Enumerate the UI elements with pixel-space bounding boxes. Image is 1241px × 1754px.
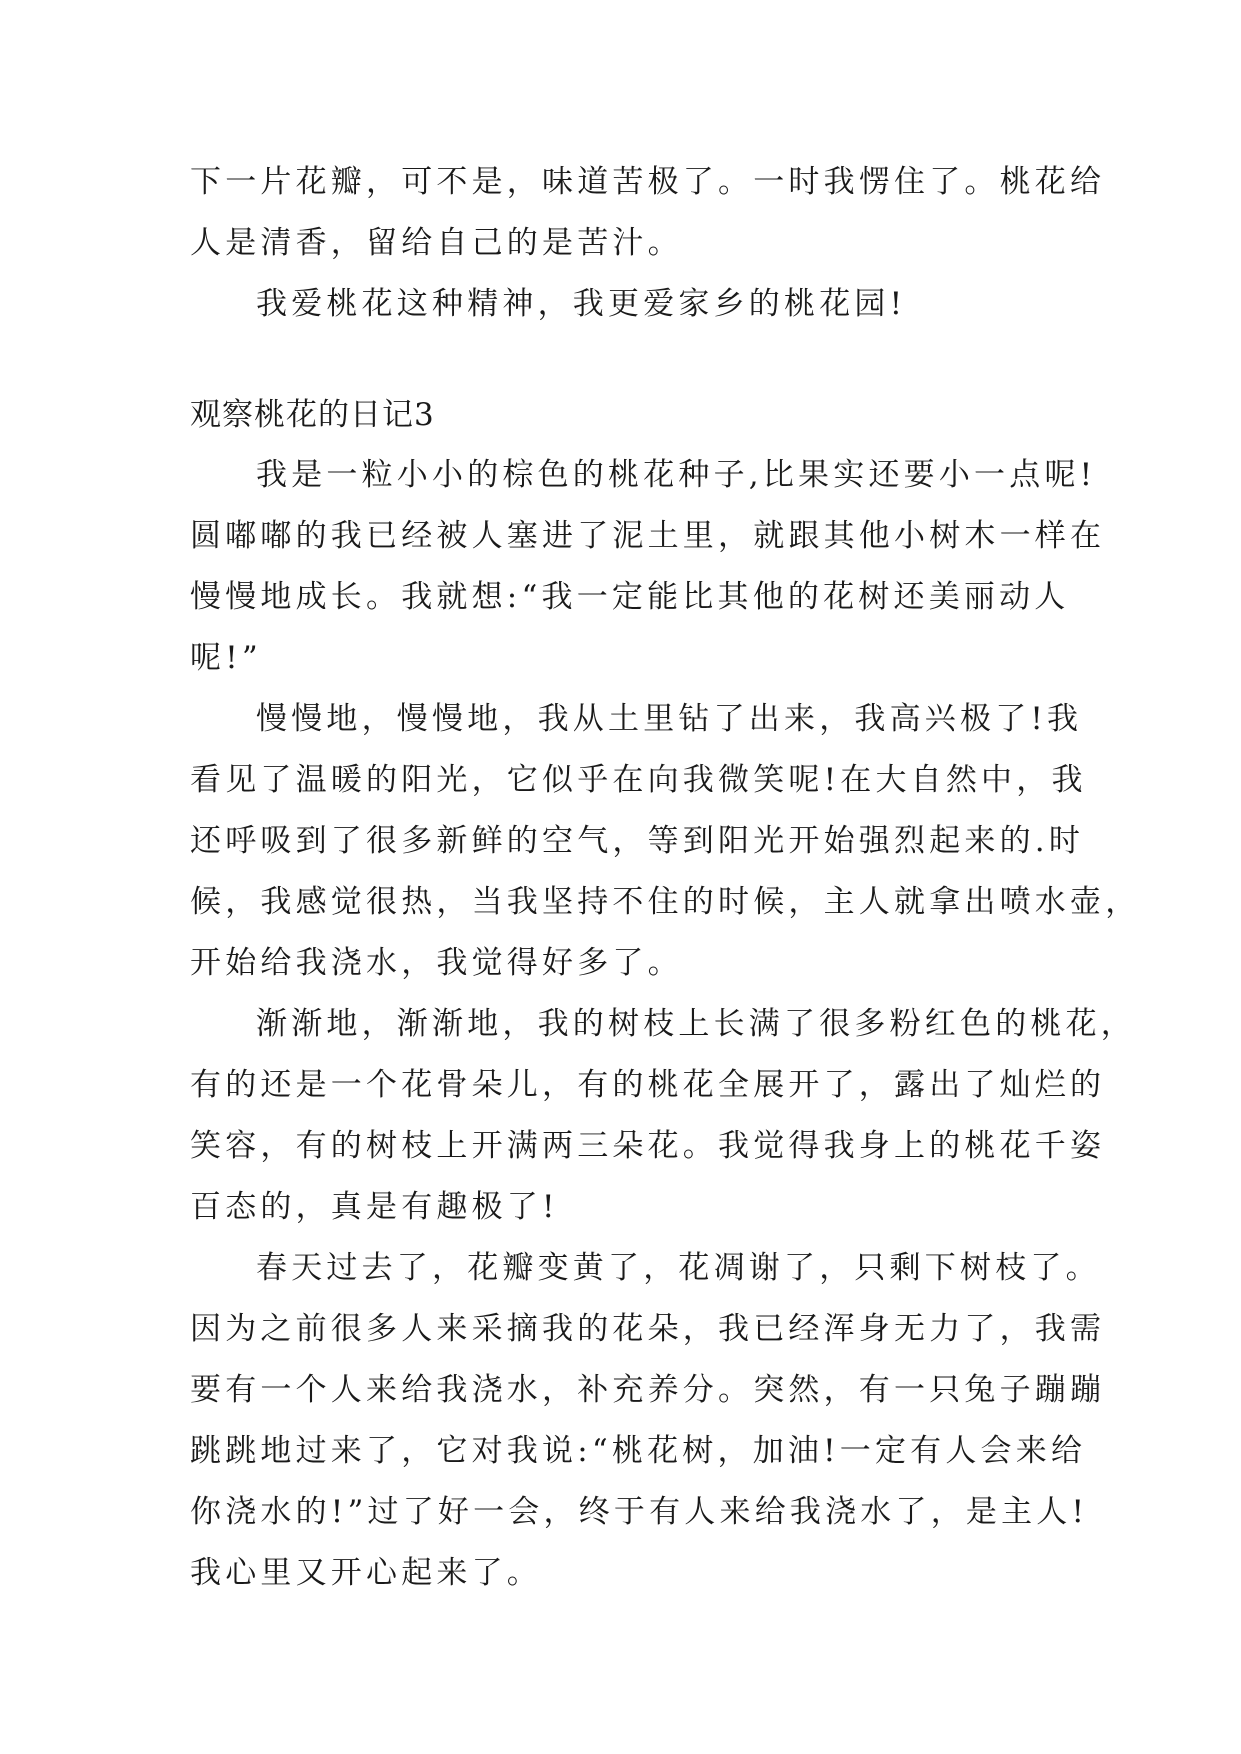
body-text-line: 圆嘟嘟的我已经被人塞进了泥土里，就跟其他小树木一样在 (190, 518, 1106, 554)
body-text-line: 我是一粒小小的棕色的桃花种子,比果实还要小一点呢! (256, 457, 1097, 493)
body-text-line: 笑容，有的树枝上开满两三朵花。我觉得我身上的桃花千姿 (190, 1128, 1106, 1164)
body-text-line: 跳跳地过来了，它对我说:“桃花树，加油!一定有人会来给 (190, 1433, 1087, 1469)
body-text-line: 下一片花瓣，可不是，味道苦极了。一时我愣住了。桃花给 (190, 164, 1106, 200)
body-text-line: 要有一个人来给我浇水，补充养分。突然，有一只兔子蹦蹦 (190, 1372, 1106, 1408)
body-text-line: 春天过去了，花瓣变黄了，花凋谢了，只剩下树枝了。 (256, 1250, 1101, 1286)
body-text-line: 人是清香，留给自己的是苦汁。 (190, 225, 683, 261)
body-text-line: 看见了温暖的阳光，它似乎在向我微笑呢!在大自然中，我 (190, 762, 1087, 798)
body-text-line: 还呼吸到了很多新鲜的空气，等到阳光开始强烈起来的.时 (190, 823, 1085, 859)
body-text-line: 候，我感觉很热，当我坚持不住的时候，主人就拿出喷水壶， (190, 884, 1141, 920)
body-text-line: 百态的，真是有趣极了! (190, 1189, 559, 1225)
body-text-line: 我爱桃花这种精神，我更爱家乡的桃花园! (256, 286, 907, 322)
body-text-line: 开始给我浇水，我觉得好多了。 (190, 945, 683, 981)
body-text-line: 呢!” (190, 640, 262, 676)
body-text-line: 渐渐地，渐渐地，我的树枝上长满了很多粉红色的桃花， (256, 1006, 1136, 1042)
body-text-line: 我心里又开心起来了。 (190, 1555, 542, 1591)
body-text-line: 因为之前很多人来采摘我的花朵，我已经浑身无力了，我需 (190, 1311, 1106, 1347)
body-text-line: 慢慢地，慢慢地，我从土里钻了出来，我高兴极了!我 (256, 701, 1083, 737)
body-text-line: 有的还是一个花骨朵儿，有的桃花全展开了，露出了灿烂的 (190, 1067, 1106, 1103)
body-text-line: 你浇水的!”过了好一会，终于有人来给我浇水了，是主人! (190, 1494, 1089, 1530)
section-title: 观察桃花的日记3 (190, 397, 435, 433)
body-text-line: 慢慢地成长。我就想:“我一定能比其他的花树还美丽动人 (190, 579, 1070, 615)
